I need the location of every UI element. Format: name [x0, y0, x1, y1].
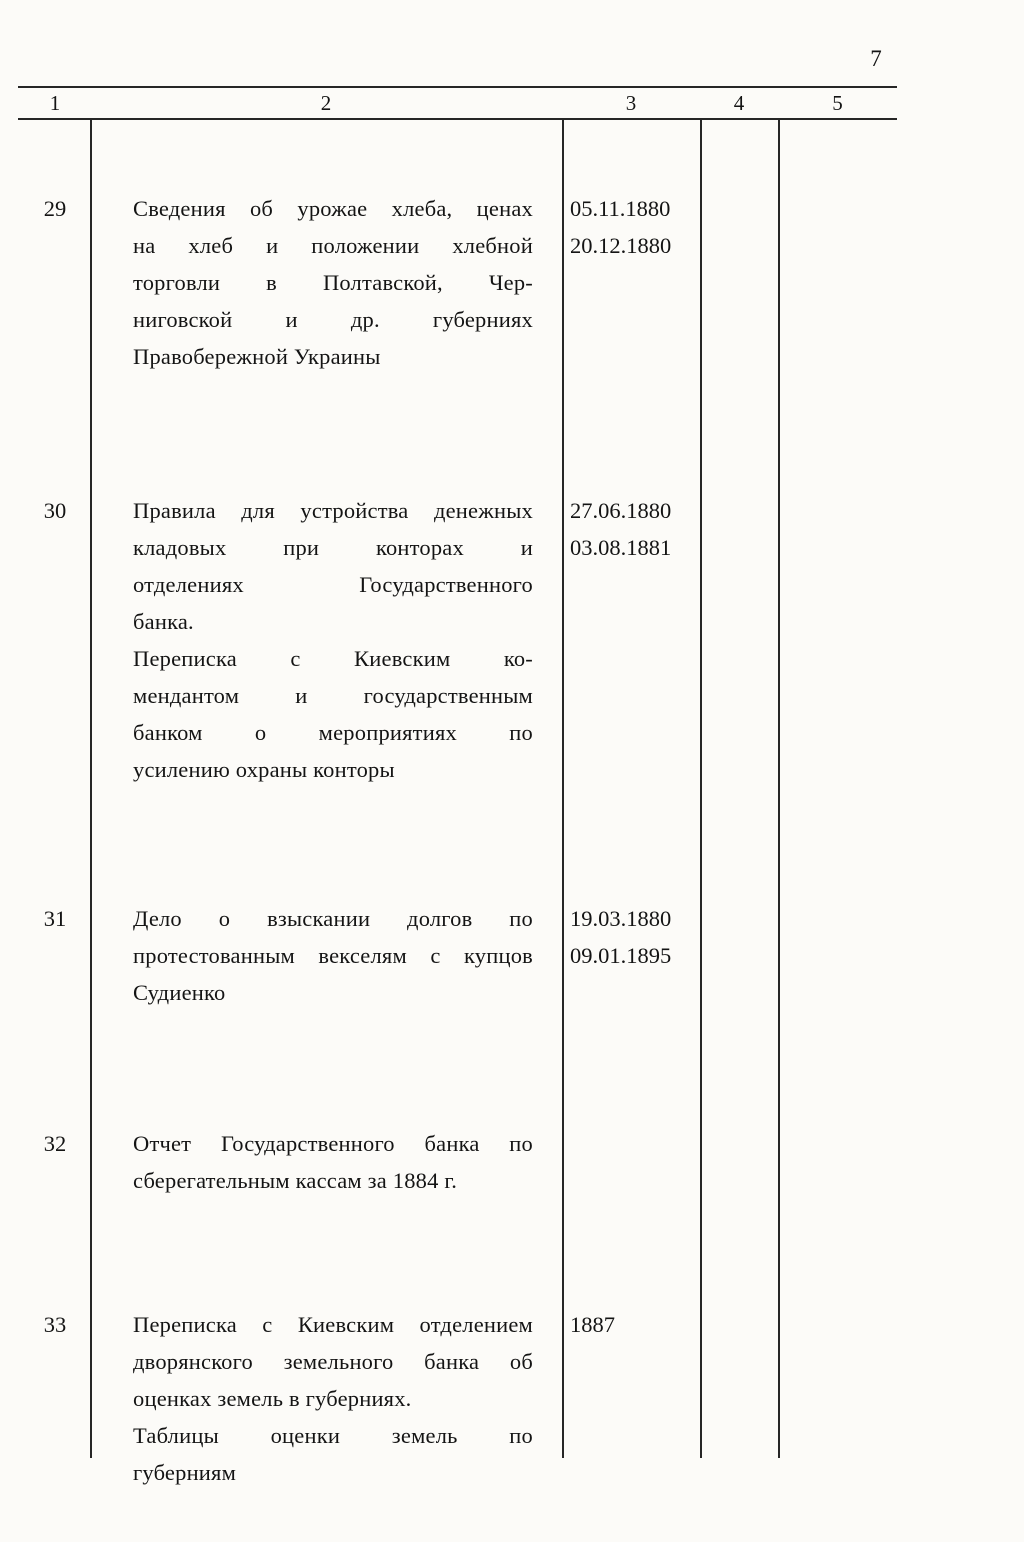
column-divider-3	[700, 118, 702, 1458]
column-header-1: 1	[49, 91, 61, 115]
entry-number: 31	[43, 906, 67, 931]
description-line: отделениях Государственного	[133, 572, 533, 597]
date-line: 05.11.1880	[570, 196, 671, 221]
date-line: 27.06.1880	[570, 498, 672, 523]
entry-dates	[570, 1306, 698, 1343]
entry-description	[133, 1306, 533, 1491]
description-line: Судиенко	[133, 980, 226, 1005]
description-line: на хлеб и положении хлебной	[133, 233, 533, 258]
column-header-4: 4	[733, 91, 745, 115]
date-line: 09.01.1895	[570, 943, 672, 968]
description-line: кладовых при конторах и	[133, 535, 533, 560]
column-header-3: 3	[625, 91, 637, 115]
entry-dates	[570, 492, 698, 566]
description-line: протестованным векселям с купцов	[133, 943, 533, 968]
column-header-2: 2	[320, 91, 332, 115]
entry-description	[133, 190, 533, 375]
column-divider-2	[562, 118, 564, 1458]
description-line: торговли в Полтавской, Чер-	[133, 270, 533, 295]
description-line: ниговской и др. губерниях	[133, 307, 533, 332]
entry-description	[133, 1125, 533, 1199]
description-line: Таблицы оценки земель по	[133, 1423, 533, 1448]
description-line: Правила для устройства денежных	[133, 498, 533, 523]
description-line: Правобережной Украины	[133, 344, 381, 369]
column-divider-1	[90, 118, 92, 1458]
description-line: сберегательным кассам за 1884 г.	[133, 1168, 458, 1193]
description-line: банка.	[133, 609, 194, 634]
description-line: Дело о взыскании долгов по	[133, 906, 533, 931]
description-line: Переписка с Киевским отделением	[133, 1312, 533, 1337]
description-line: дворянского земельного банка об	[133, 1349, 533, 1374]
description-line: Сведения об урожае хлеба, ценах	[133, 196, 533, 221]
description-line: мендантом и государственным	[133, 683, 533, 708]
date-line: 19.03.1880	[570, 906, 672, 931]
column-header-5: 5	[832, 91, 843, 115]
date-line: 20.12.1880	[570, 233, 672, 258]
description-line: Отчет Государственного банка по	[133, 1131, 533, 1156]
description-line: банком о мероприятиях по	[133, 720, 533, 745]
description-line: оценках земель в губерниях.	[133, 1386, 412, 1411]
page-number: 7	[870, 46, 882, 71]
date-line: 03.08.1881	[570, 535, 672, 560]
table-header-rule	[18, 118, 897, 120]
column-divider-4	[778, 118, 780, 1458]
description-line: Переписка с Киевским ко-	[133, 646, 533, 671]
entry-number: 30	[43, 498, 67, 523]
entry-number: 32	[43, 1131, 67, 1156]
date-line: 1887	[570, 1312, 615, 1337]
entry-description	[133, 492, 533, 788]
table-top-rule	[18, 86, 897, 88]
entry-description	[133, 900, 533, 1011]
description-line: губерниям	[133, 1460, 237, 1485]
entry-dates	[570, 900, 698, 974]
entry-number: 33	[43, 1312, 67, 1337]
description-line: усилению охраны конторы	[133, 757, 395, 782]
entry-number: 29	[43, 196, 67, 221]
entry-dates	[570, 190, 698, 264]
